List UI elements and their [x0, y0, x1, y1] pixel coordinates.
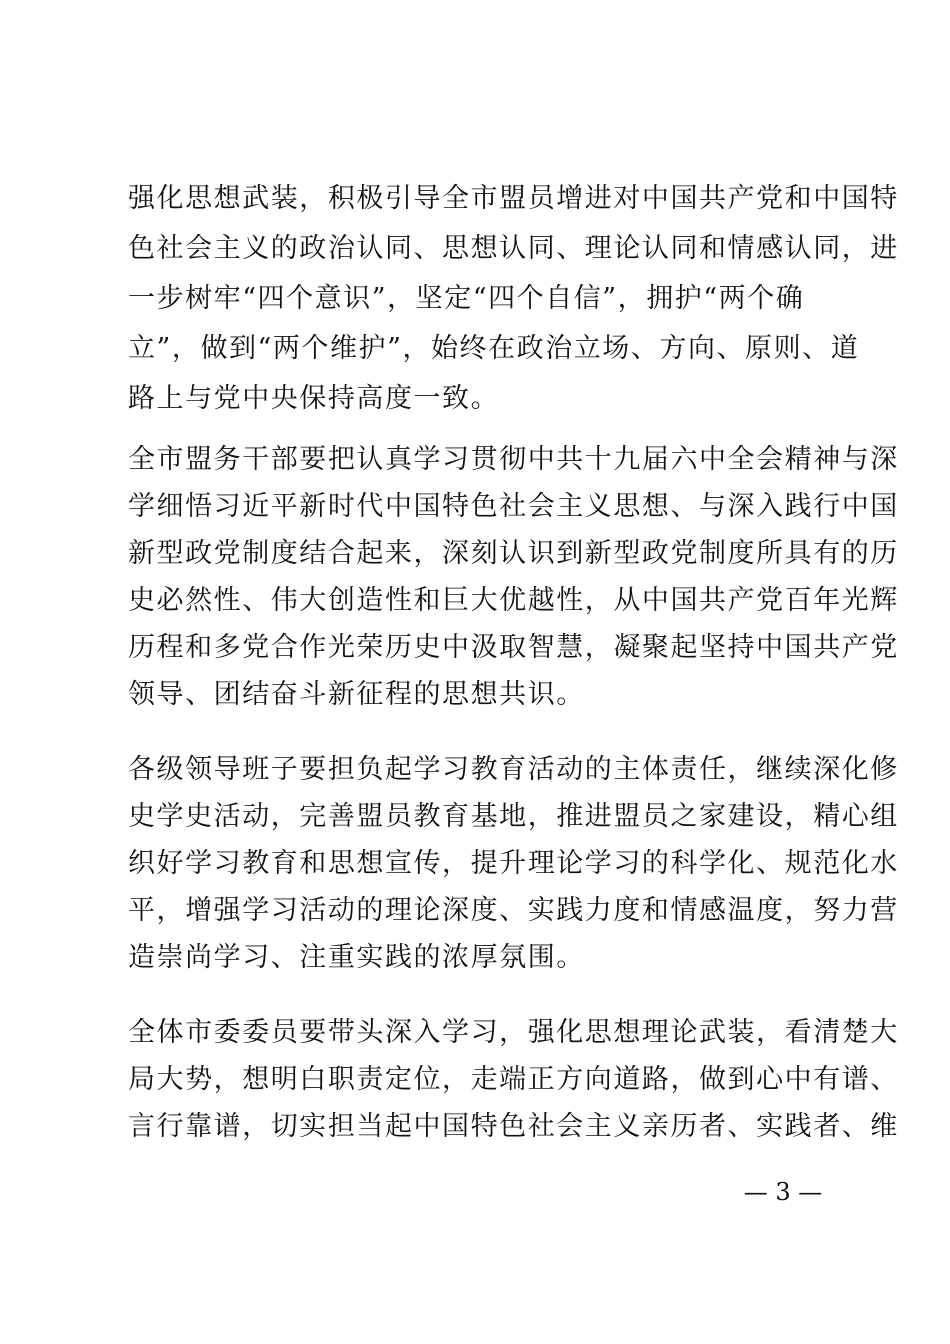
paragraph-line: 局大势，想明白职责定位，走端正方向道路，做到心中有谱、	[128, 1064, 899, 1095]
paragraph-line: 史必然性、伟大创造性和巨大优越性，从中国共产党百年光辉	[128, 585, 899, 616]
paragraph-line: 立”，做到“两个维护”，始终在政治立场、方向、原则、道	[128, 333, 860, 364]
paragraph-line: 新型政党制度结合起来，深刻认识到新型政党制度所具有的历	[128, 538, 899, 569]
paragraph-line: 各级领导班子要担负起学习教育活动的主体责任，继续深化修	[128, 754, 899, 785]
paragraph-line: 一步树牢“四个意识”，坚定“四个自信”，拥护“两个确	[128, 283, 805, 314]
paragraph-line: 历程和多党合作光荣历史中汲取智慧，凝聚起坚持中国共产党	[128, 632, 899, 663]
paragraph-line: 领导、团结奋斗新征程的思想共识。	[128, 679, 585, 710]
paragraph-line: 织好学习教育和思想宣传，提升理论学习的科学化、规范化水	[128, 848, 899, 879]
paragraph-line: 全体市委委员要带头深入学习，强化思想理论武装，看清楚大	[128, 1017, 899, 1048]
paragraph-line: 色社会主义的政治认同、思想认同、理论认同和情感认同，进	[128, 233, 899, 264]
paragraph-line: 全市盟务干部要把认真学习贯彻中共十九届六中全会精神与深	[128, 444, 899, 475]
paragraph-line: 学细悟习近平新时代中国特色社会主义思想、与深入践行中国	[128, 491, 899, 522]
paragraph-line: 言行靠谱，切实担当起中国特色社会主义亲历者、实践者、维	[128, 1111, 899, 1142]
paragraph-line: 平，增强学习活动的理论深度、实践力度和情感温度，努力营	[128, 895, 899, 926]
paragraph-line: 路上与党中央保持高度一致。	[128, 383, 500, 414]
paragraph-line: 史学史活动，完善盟员教育基地，推进盟员之家建设，精心组	[128, 801, 899, 832]
paragraph-line: 强化思想武装，积极引导全市盟员增进对中国共产党和中国特	[128, 183, 899, 214]
paragraph-line: 造崇尚学习、注重实践的浓厚氛围。	[128, 942, 585, 973]
page-number: — 3 —	[743, 1178, 823, 1206]
